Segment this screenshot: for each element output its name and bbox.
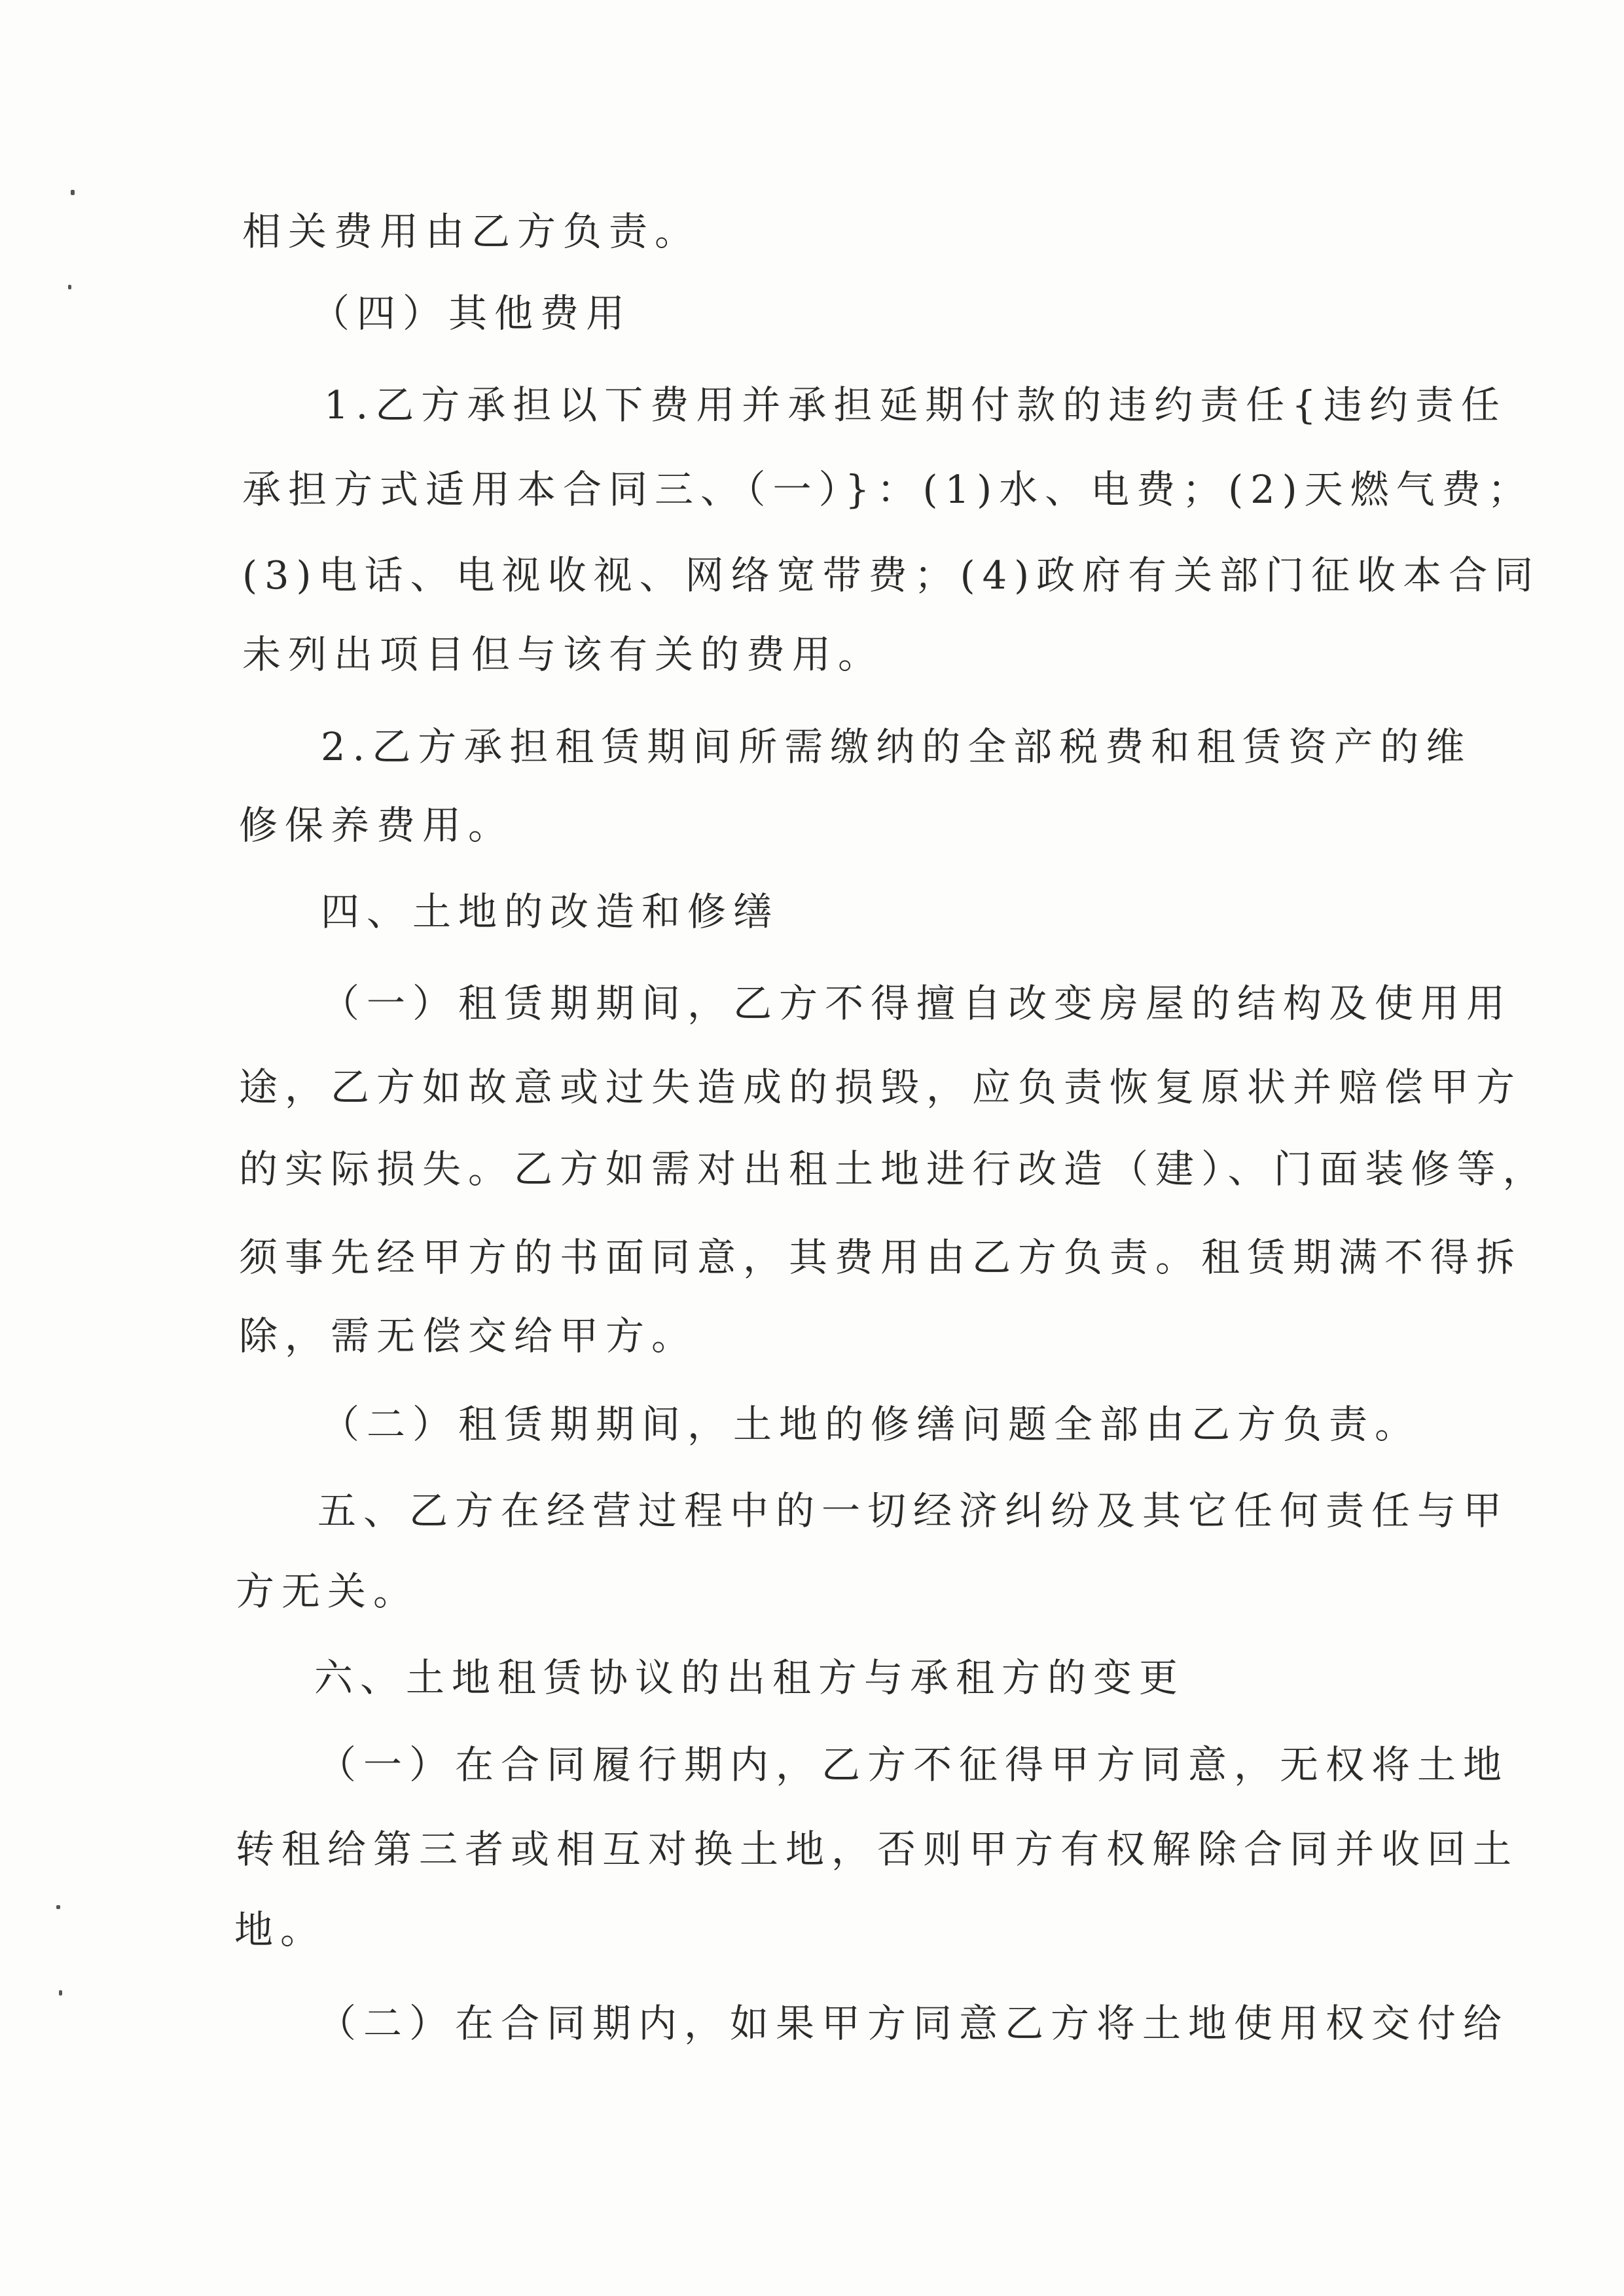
scan-speck: [71, 190, 75, 195]
text-line: （二）租赁期期间，土地的修缮问题全部由乙方负责。: [321, 1402, 1421, 1447]
text-line: 除，需无偿交给甲方。: [239, 1313, 698, 1358]
text-line: 六、土地租赁协议的出租方与承租方的变更: [314, 1655, 1185, 1700]
text-line: 未列出项目但与该有关的费用。: [242, 632, 884, 677]
scan-speck: [56, 1905, 60, 1909]
text-line: 相关费用由乙方负责。: [242, 209, 701, 254]
text-line: 2.乙方承担租赁期间所需缴纳的全部税费和租赁资产的维: [321, 724, 1472, 769]
text-line: 方无关。: [236, 1569, 420, 1614]
text-line: 1.乙方承担以下费用并承担延期付款的违约责任{违约责任: [324, 382, 1507, 428]
text-line: 地。: [234, 1907, 327, 1952]
text-line: （一）租赁期期间，乙方不得擅自改变房屋的结构及使用用: [321, 981, 1513, 1026]
text-line: 须事先经甲方的书面同意，其费用由乙方负责。租赁期满不得拆: [239, 1235, 1523, 1280]
scan-speck: [59, 1990, 62, 1995]
text-line: 承担方式适用本合同三、（一）}：(1)水、电费；(2)天燃气费；: [242, 467, 1534, 512]
text-line: 途，乙方如故意或过失造成的损毁，应负责恢复原状并赔偿甲方: [239, 1065, 1523, 1110]
text-line: （二）在合同期内，如果甲方同意乙方将土地使用权交付给: [317, 2001, 1509, 2046]
text-line: （四）其他费用: [311, 291, 632, 336]
text-line: （一）在合同履行期内，乙方不征得甲方同意，无权将土地: [317, 1742, 1509, 1787]
scan-speck: [68, 285, 71, 289]
text-line: 五、乙方在经营过程中的一切经济纠纷及其它任何责任与甲: [317, 1488, 1509, 1533]
text-line: 四、土地的改造和修缮: [321, 889, 780, 934]
text-line: 的实际损失。乙方如需对出租土地进行改造（建）、门面装修等，: [239, 1146, 1549, 1192]
text-line: (3)电话、电视收视、网络宽带费；(4)政府有关部门征收本合同: [242, 553, 1541, 598]
text-line: 转租给第三者或相互对换土地，否则甲方有权解除合同并收回土: [236, 1827, 1519, 1872]
text-line: 修保养费用。: [239, 803, 514, 848]
